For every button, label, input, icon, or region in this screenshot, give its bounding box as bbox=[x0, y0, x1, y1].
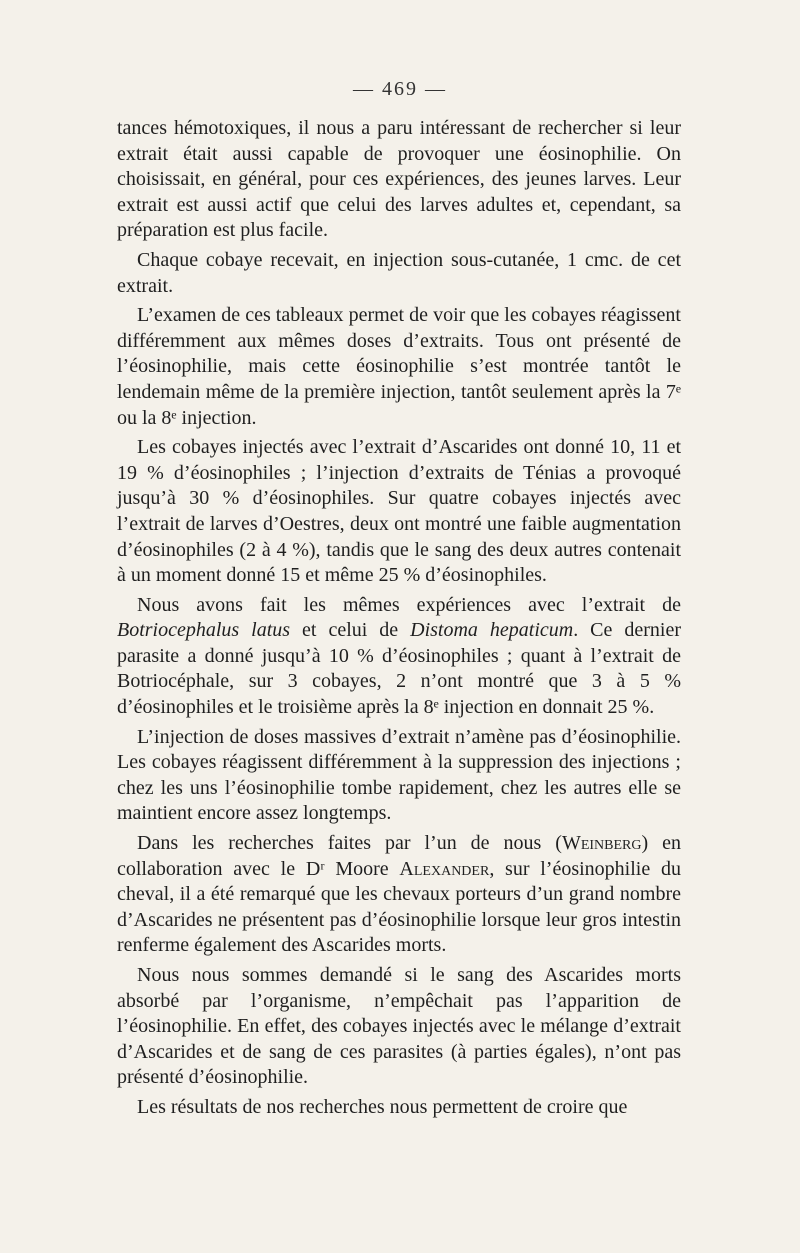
small-caps-name: Alexander bbox=[399, 857, 490, 880]
text-segment: Les résultats de nos recherches nous permettent de croire que bbox=[137, 1095, 628, 1118]
italic-text: Botriocephalus latus bbox=[117, 619, 291, 642]
paragraph bbox=[117, 963, 681, 1091]
paragraph bbox=[117, 116, 681, 244]
text-segment: . Ce dernier parasite a donné jusqu’à 10 % d’éosinophiles ; quant à l’extrait de Botriocéphale, sur 3 cobayes, 2 n’ont montré que 3 à 5 % d’éosinophiles et le troisième après la 8ᵉ injection en donnait 25 %. bbox=[117, 619, 681, 719]
paragraph bbox=[117, 248, 681, 299]
page-number: — 469 — bbox=[353, 78, 447, 100]
small-caps-name: Weinberg bbox=[561, 832, 642, 855]
text-segment: ) en collaboration avec le Dʳ Moore bbox=[117, 832, 681, 880]
paragraph bbox=[117, 725, 681, 827]
text-segment: Nous nous sommes demandé si le sang des Ascarides morts absorbé par l’organisme, n’empêchait pas l’apparition de l’éosinophilie. En effet, des cobayes injectés avec le mélange d’extrait d’Ascarides et de sang de ces parasites (à parties égales), n’ont pas présenté d’éosinophilie. bbox=[117, 964, 681, 1089]
paragraph bbox=[117, 1095, 681, 1121]
text-segment: L’examen de ces tableaux permet de voir que les cobayes réagissent différemment aux mêmes doses d’extraits. Tous ont présenté de l’éosinophilie, mais cette éosinophilie s’est montrée tantôt le lendemain même de la première injection, tantôt seulement après la 7ᵉ ou la 8ᵉ injection. bbox=[117, 304, 681, 429]
paragraph bbox=[117, 303, 681, 431]
text-segment: Chaque cobaye recevait, en injection sous-cutanée, 1 cmc. de cet extrait. bbox=[117, 248, 681, 297]
text-segment: L’injection de doses massives d’extrait n’amène pas d’éosinophilie. Les cobayes réagissent différemment à la suppression des injections ; chez les uns l’éosinophilie tombe rapidement, chez les autres elle se maintient encore assez longtemps. bbox=[117, 725, 681, 825]
text-segment: tances hémotoxiques, il nous a paru intéressant de rechercher si leur extrait était aussi capable de provoquer une éosinophilie. On choisissait, en général, pour ces expériences, des jeunes larves. Leur extrait est aussi actif que celui des larves adultes et, cependant, sa préparation est plus facile. bbox=[117, 117, 681, 242]
paragraph bbox=[117, 593, 681, 721]
text-segment: , sur l’éosinophilie du cheval, il a été remarqué que les chevaux porteurs d’un grand nombre d’Ascarides ne présentent pas d’éosinophilie lorsque leur gros intestin renferme également des Ascarides morts. bbox=[117, 857, 681, 957]
paragraph bbox=[117, 831, 681, 959]
text-segment: Dans les recherches faites par l’un de nous ( bbox=[137, 832, 562, 855]
text-segment: et celui de bbox=[290, 619, 411, 642]
body-text bbox=[117, 116, 681, 1125]
paragraph bbox=[117, 435, 681, 589]
text-segment: Nous avons fait les mêmes expériences avec l’extrait de bbox=[137, 593, 681, 616]
text-segment: Les cobayes injectés avec l’extrait d’Ascarides ont donné 10, 11 et 19 % d’éosinophiles ; l’injection d’extraits de Ténias a provoqué jusqu’à 30 % d’éosinophiles. Sur quatre cobayes injectés avec l’extrait de larves d’Oestres, deux ont montré une faible augmentation d’éosinophiles (2 à 4 %), tandis que le sang des deux autres contenait à un moment donné 15 et même 25 % d’éosinophiles. bbox=[117, 436, 681, 587]
italic-text: Distoma hepaticum bbox=[410, 619, 574, 642]
